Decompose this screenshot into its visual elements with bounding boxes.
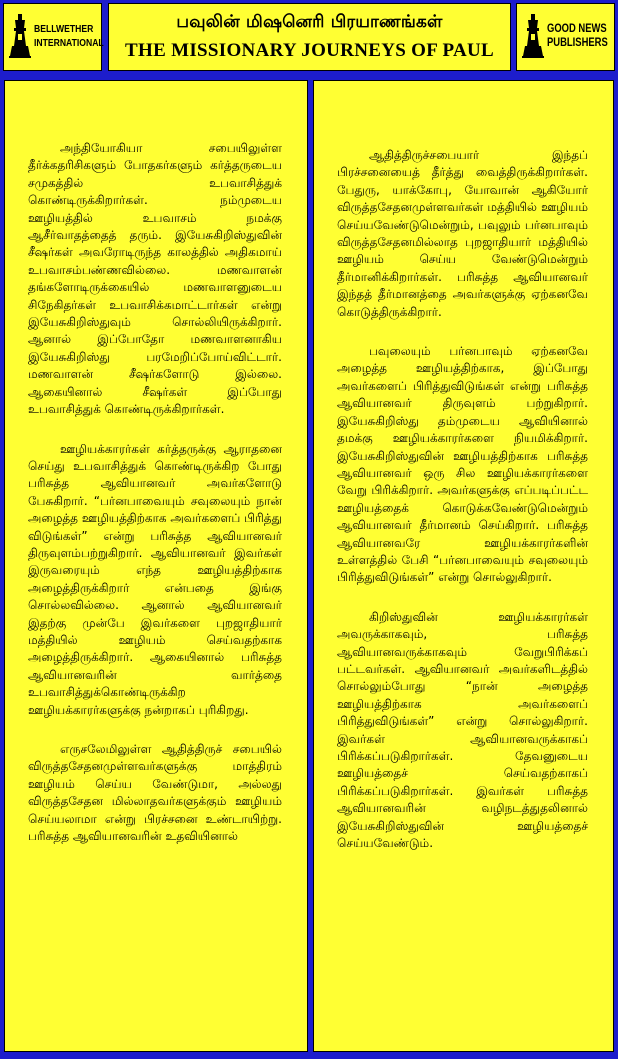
paragraph: ஊழியக்காரர்கள் கர்த்தருக்கு ஆராதனை செய்து உபவாசித்துக் கொண்டிருக்கிற போது பரிசுத்த ஆவியானவர் அவர்களோடு பேசுகிறார். “பர்னபாவையும் சவுலையும் நான் அழைத்த ஊழியத்திற்காக அவர்களைப் பிரித்து விடுங்கள்” என்று பரிசுத்த ஆவியானவர் திருவுளம்பற்றுகிறார். ஆவியானவர் இவர்கள் இருவரையும் எந்த ஊழியத்திற்காக அழைத்திருக்கிறார் என்பதை இங்கு சொல்லவில்லை. ஆனால் ஆவியானவர் இதற்கு முன்பே இவர்களை புறஜாதியார் மத்தியில் ஊழியம் செய்வதற்காக அழைத்திருக்கிறார். ஆகையினால் பரிசுத்த ஆவியானவரின் வார்த்தை உபவாசித்துக்கொண்டிருக்கிற ஊழியக்காரர்களுக்கு நன்றாகப் புரிகிறது. xyxy=(28,441,282,717)
bellwether-logo xyxy=(3,3,102,71)
page-title-english: THE MISSIONARY JOURNEYS OF PAUL xyxy=(125,40,494,61)
page-title-tamil: பவுலின் மிஷனெரி பிரயாணங்கள் xyxy=(176,12,443,32)
title-box xyxy=(108,3,511,71)
logo-left-line-1: BELLWETHER xyxy=(34,23,94,35)
header-banner xyxy=(0,0,618,77)
logo-right-line-2: PUBLISHERS xyxy=(547,37,608,49)
paragraph: எருசலேமிலுள்ள ஆதித்திருச் சபையில் விருத்தசேதனமுள்ளவர்களுக்கு மாத்திரம் ஊழியம் செய்ய வேண்டுமா, அல்லது விருத்தசேதன மில்லாதவர்களுக்கும் ஊழியம் செய்யலாமா என்று பிரச்சனை உண்டாயிற்று. பரிசுத்த ஆவியானவரின் உதவியினால் xyxy=(28,742,282,844)
left-column xyxy=(4,80,308,1052)
paragraph: ஆதித்திருச்சபையார் இந்தப் பிரச்சனையைத் தீர்த்து வைத்திருக்கிறார்கள். பேதுரு, யாக்கோபு, யோவான் ஆகியோர் விருத்தசேதனமுள்ளவர்கள் மத்தியில் ஊழியம் செய்யவேண்டுமென்றும், பவுலும் பர்னபாவும் விருத்தசேதனமில்லாத புறஜாதியார் மத்தியில் ஊழியம் செய்ய வேண்டுமென்றும் தீர்மானிக்கிறார்கள். பரிசுத்த ஆவியானவர் இந்தத் தீர்மானத்தை அவர்களுக்கு ஏற்கனவே கொடுத்திருக்கிறார். xyxy=(337,148,588,319)
right-column xyxy=(313,80,614,1052)
logo-right-line-1: GOOD NEWS xyxy=(547,23,607,35)
paragraph: பவுலையும் பர்னபாவும் ஏற்கனவே அழைத்த ஊழியத்திற்காக, இப்போது அவர்களைப் பிரித்துவிடுங்கள் என்று பரிசுத்த ஆவியானவர் திருவுளம் பற்றுகிறார். இயேசுகிறிஸ்து தம்முடைய ஆவியினால் தமக்கு ஊழியக்காரர்களை நியமிக்கிறார். இயேசுகிறிஸ்துவின் ஊழியத்திற்காக பரிசுத்த ஆவியானவர் ஒரு சில ஊழியக்காரர்களை வேறு பிரிக்கிறார். அவர்களுக்கு எப்படிப்பட்ட ஊழியத்தைக் கொடுக்கவேண்டுமென்றும் ஆவியானவர் தீர்மானம் செய்கிறார். பரிசுத்த ஆவியானவரே ஊழியக்காரர்களின் உள்ளத்தில் பேசி “பர்னபாவையும் சவுலையும் பிரித்துவிடுங்கள்” என்று சொல்லுகிறார். xyxy=(337,344,588,585)
paragraph: அந்தியோகியா சபையிலுள்ள தீர்க்கதரிசிகளும் போதகர்களும் கர்த்தருடைய சமுகத்தில் உபவாசித்துக் கொண்டிருக்கிறார்கள். நம்முடைய ஊழியத்தில் உபவாசம் நமக்கு ஆசீர்வாதத்தைத் தரும். இயேசுகிறிஸ்துவின் சீஷர்கள் அவரோடிருந்த காலத்தில் அதிகமாய் உபவாசம்பண்ணவில்லை. மணவாளன் தங்களோடிருக்கையில் மணவாளனுடைய சிநேகிதர்கள் உபவாசிக்கமாட்டார்கள் என்று இயேசுகிறிஸ்துவும் சொல்லியிருக்கிறார். ஆனால் இப்போதோ மணவாளனாகிய இயேசுகிறிஸ்து பரமேறிப்போய்விட்டார். மணவாளன் சீஷர்களோடு இல்லை. ஆகையினால் சீஷர்கள் இப்போது உபவாசித்துக் கொண்டிருக்கிறார்கள். xyxy=(28,141,282,417)
logo-left-line-2: INTERNATIONAL xyxy=(34,37,104,49)
bell-tower-icon xyxy=(9,14,31,58)
good-news-logo xyxy=(516,3,615,71)
paragraph: கிறிஸ்துவின் ஊழியக்காரர்கள் அவருக்காகவும், பரிசுத்த ஆவியானவருக்காகவும் வேறுபிரிக்கப் பட்டவர்கள். ஆவியானவர் அவர்களிடத்தில் சொல்லும்போது “நான் அழைத்த ஊழியத்திற்காக அவர்களைப் பிரித்துவிடுங்கள்” என்று சொல்லுகிறார். இவர்கள் ஆவியானவருக்காகப் பிரிக்கப்படுகிறார்கள். தேவனுடைய ஊழியத்தைச் செய்வதற்காகப் பிரிக்கப்படுகிறார்கள். இவர்கள் பரிசுத்த ஆவியானவரின் வழிநடத்துதலினால் இயேசுகிறிஸ்துவின் ஊழியத்தைச் செய்யவேண்டும். xyxy=(337,609,588,851)
tower-icon xyxy=(522,14,544,58)
